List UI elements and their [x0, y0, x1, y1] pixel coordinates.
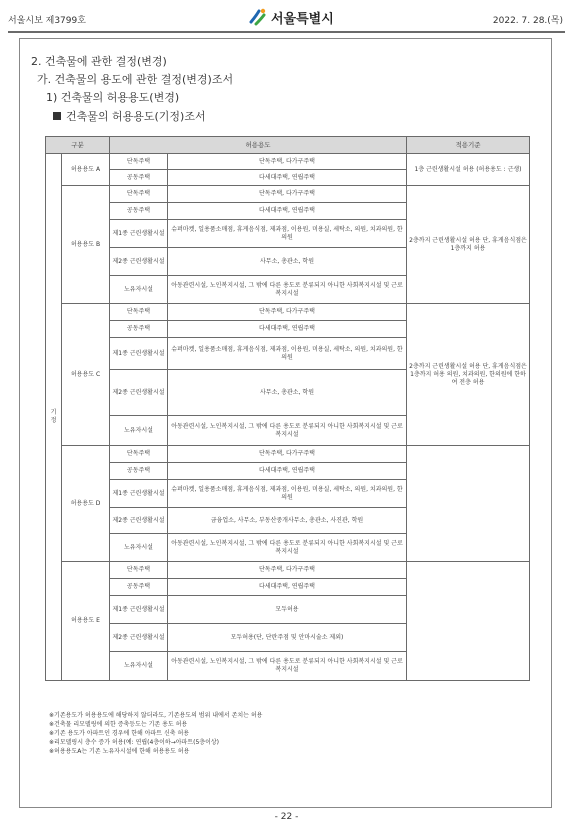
type-cell: 단독주택 [110, 446, 168, 463]
type-cell: 제2종 근린생활시설 [110, 624, 168, 652]
table-row [46, 446, 530, 463]
use-cell: 모두허용(단, 단란주점 및 안마시술소 제외) [168, 624, 407, 652]
use-cell: 모두허용 [168, 596, 407, 624]
logo-text: 서울특별시 [271, 11, 334, 27]
header-criteria: 적용기준 [407, 137, 530, 154]
table-row [46, 154, 530, 170]
type-cell: 단독주택 [110, 186, 168, 203]
use-cell: 다세대주택, 연립주택 [168, 203, 407, 220]
type-cell: 제2종 근린생활시설 [110, 248, 168, 276]
use-cell: 사무소, 총관소, 학원 [168, 248, 407, 276]
table-title [53, 108, 206, 124]
use-cell: 사무소, 총관소, 학원 [168, 370, 407, 416]
gijeong-label: 기정 [46, 154, 62, 681]
item-heading: 1) 건축물의 허용용도(변경) [46, 91, 180, 104]
use-cell: 단독주택, 다가구주택 [168, 186, 407, 203]
type-cell: 단독주택 [110, 562, 168, 579]
use-cell: 다세대주택, 연립주택 [168, 579, 407, 596]
use-cell: 슈퍼마켓, 일용품소매점, 휴게음식점, 제과점, 이용원, 미용실, 세탁소, 의원, 치과의원, 한의원 [168, 480, 407, 508]
type-cell: 노유자시설 [110, 276, 168, 304]
table-row [46, 304, 530, 321]
section-heading: 2. 건축물에 관한 결정(변경) [31, 55, 167, 68]
use-cell: 슈퍼마켓, 일용품소매점, 휴게음식점, 제과점, 이용원, 미용실, 세탁소, 의원, 치과의원, 한의원 [168, 220, 407, 248]
criteria-cell: 2층까지 근린생활시설 허용 단, 휴게음식점은 1층까지 허용 [407, 186, 530, 304]
square-bullet-icon [53, 112, 61, 120]
use-cell: 아동관련시설, 노인복지시설, 그 밖에 다른 용도로 분류되지 아니한 사회복지시설 및 근로복지시설 [168, 416, 407, 446]
type-cell: 제2종 근린생활시설 [110, 370, 168, 416]
footnotes [49, 711, 262, 756]
footnote: ※건축물 리모델링에 의한 증축등도는 기존 용도 허용 [49, 721, 188, 728]
type-cell: 공동주택 [110, 321, 168, 338]
criteria-cell: 2층까지 근린생활시설 허용 단, 휴게음식점은 1층까지 허용 의원, 치과의원, 한의원에 한하여 전층 허용 [407, 304, 530, 446]
group-e-label: 허용용도 E [62, 562, 110, 681]
type-cell: 제2종 근린생활시설 [110, 508, 168, 534]
group-b-label: 허용용도 B [62, 186, 110, 304]
publish-date: 2022. 7. 28.(목) [492, 16, 563, 26]
type-cell: 제1종 근린생활시설 [110, 596, 168, 624]
table-header-row [46, 137, 530, 154]
type-cell: 공동주택 [110, 170, 168, 186]
group-d-label: 허용용도 D [62, 446, 110, 562]
criteria-cell [407, 446, 530, 562]
type-cell: 제1종 근린생활시설 [110, 480, 168, 508]
footnote: ※기존 용도가 아파트인 경우에 한해 아파트 신축 허용 [49, 730, 190, 737]
permitted-use-table [45, 136, 530, 681]
use-cell: 단독주택, 다가구주택 [168, 154, 407, 170]
use-cell: 다세대주택, 연립주택 [168, 170, 407, 186]
use-cell: 단독주택, 다가구주택 [168, 304, 407, 321]
use-cell: 다세대주택, 연립주택 [168, 321, 407, 338]
gazette-number: 서울시보 제3799호 [8, 16, 86, 26]
table-title-text: 건축물의 허용용도(기정)조서 [66, 110, 206, 123]
type-cell: 공동주택 [110, 203, 168, 220]
group-a-label: 허용용도 A [62, 154, 110, 186]
use-cell: 다세대주택, 연립주택 [168, 463, 407, 480]
table-row [46, 562, 530, 579]
seoul-logo [248, 6, 334, 28]
footnote: ※허용용도A는 기존 노유자시설에 한해 허용용도 허용 [49, 748, 190, 755]
type-cell: 제1종 근린생활시설 [110, 338, 168, 370]
type-cell: 제1종 근린생활시설 [110, 220, 168, 248]
page-number: - 22 - [274, 812, 299, 822]
type-cell: 단독주택 [110, 304, 168, 321]
footnote: ※리모델링시 층수 증가 허용(예: 연립(4층이하→아파트(5층이상) [49, 739, 220, 746]
header-rule [8, 31, 565, 33]
use-cell: 슈퍼마켓, 일용품소매점, 휴게음식점, 제과점, 이용원, 미용실, 세탁소, 의원, 치과의원, 한의원 [168, 338, 407, 370]
seoul-logo-icon [248, 7, 268, 27]
use-cell: 단독주택, 다가구주택 [168, 562, 407, 579]
type-cell: 공동주택 [110, 579, 168, 596]
subsection-heading: 가. 건축물의 용도에 관한 결정(변경)조서 [37, 73, 234, 86]
page-header [0, 0, 573, 34]
type-cell: 단독주택 [110, 154, 168, 170]
type-cell: 노유자시설 [110, 652, 168, 681]
use-cell: 아동관련시설, 노인복지시설, 그 밖에 다른 용도로 분류되지 아니한 사회복지시설 및 근로복지시설 [168, 652, 407, 681]
criteria-cell [407, 562, 530, 681]
type-cell: 노유자시설 [110, 534, 168, 562]
header-gubun: 구분 [46, 137, 110, 154]
use-cell: 단독주택, 다가구주택 [168, 446, 407, 463]
criteria-cell: 1층 근린생활시설 허용 (허용용도 : 근생) [407, 154, 530, 186]
use-cell: 금융업소, 사무소, 부동산중개사무소, 총관소, 사진관, 학원 [168, 508, 407, 534]
type-cell: 공동주택 [110, 463, 168, 480]
group-c-label: 허용용도 C [62, 304, 110, 446]
table-row [46, 186, 530, 203]
use-cell: 아동관련시설, 노인복지시설, 그 밖에 다른 용도로 분류되지 아니한 사회복지시설 및 근로복지시설 [168, 276, 407, 304]
header-use: 허용용도 [110, 137, 407, 154]
footnote: ※기존용도가 허용용도에 해당하지 않더라도, 기존용도의 범위 내에서 존치는 허용 [49, 712, 263, 719]
use-cell: 아동관련시설, 노인복지시설, 그 밖에 다른 용도로 분류되지 아니한 사회복지시설 및 근로복지시설 [168, 534, 407, 562]
type-cell: 노유자시설 [110, 416, 168, 446]
